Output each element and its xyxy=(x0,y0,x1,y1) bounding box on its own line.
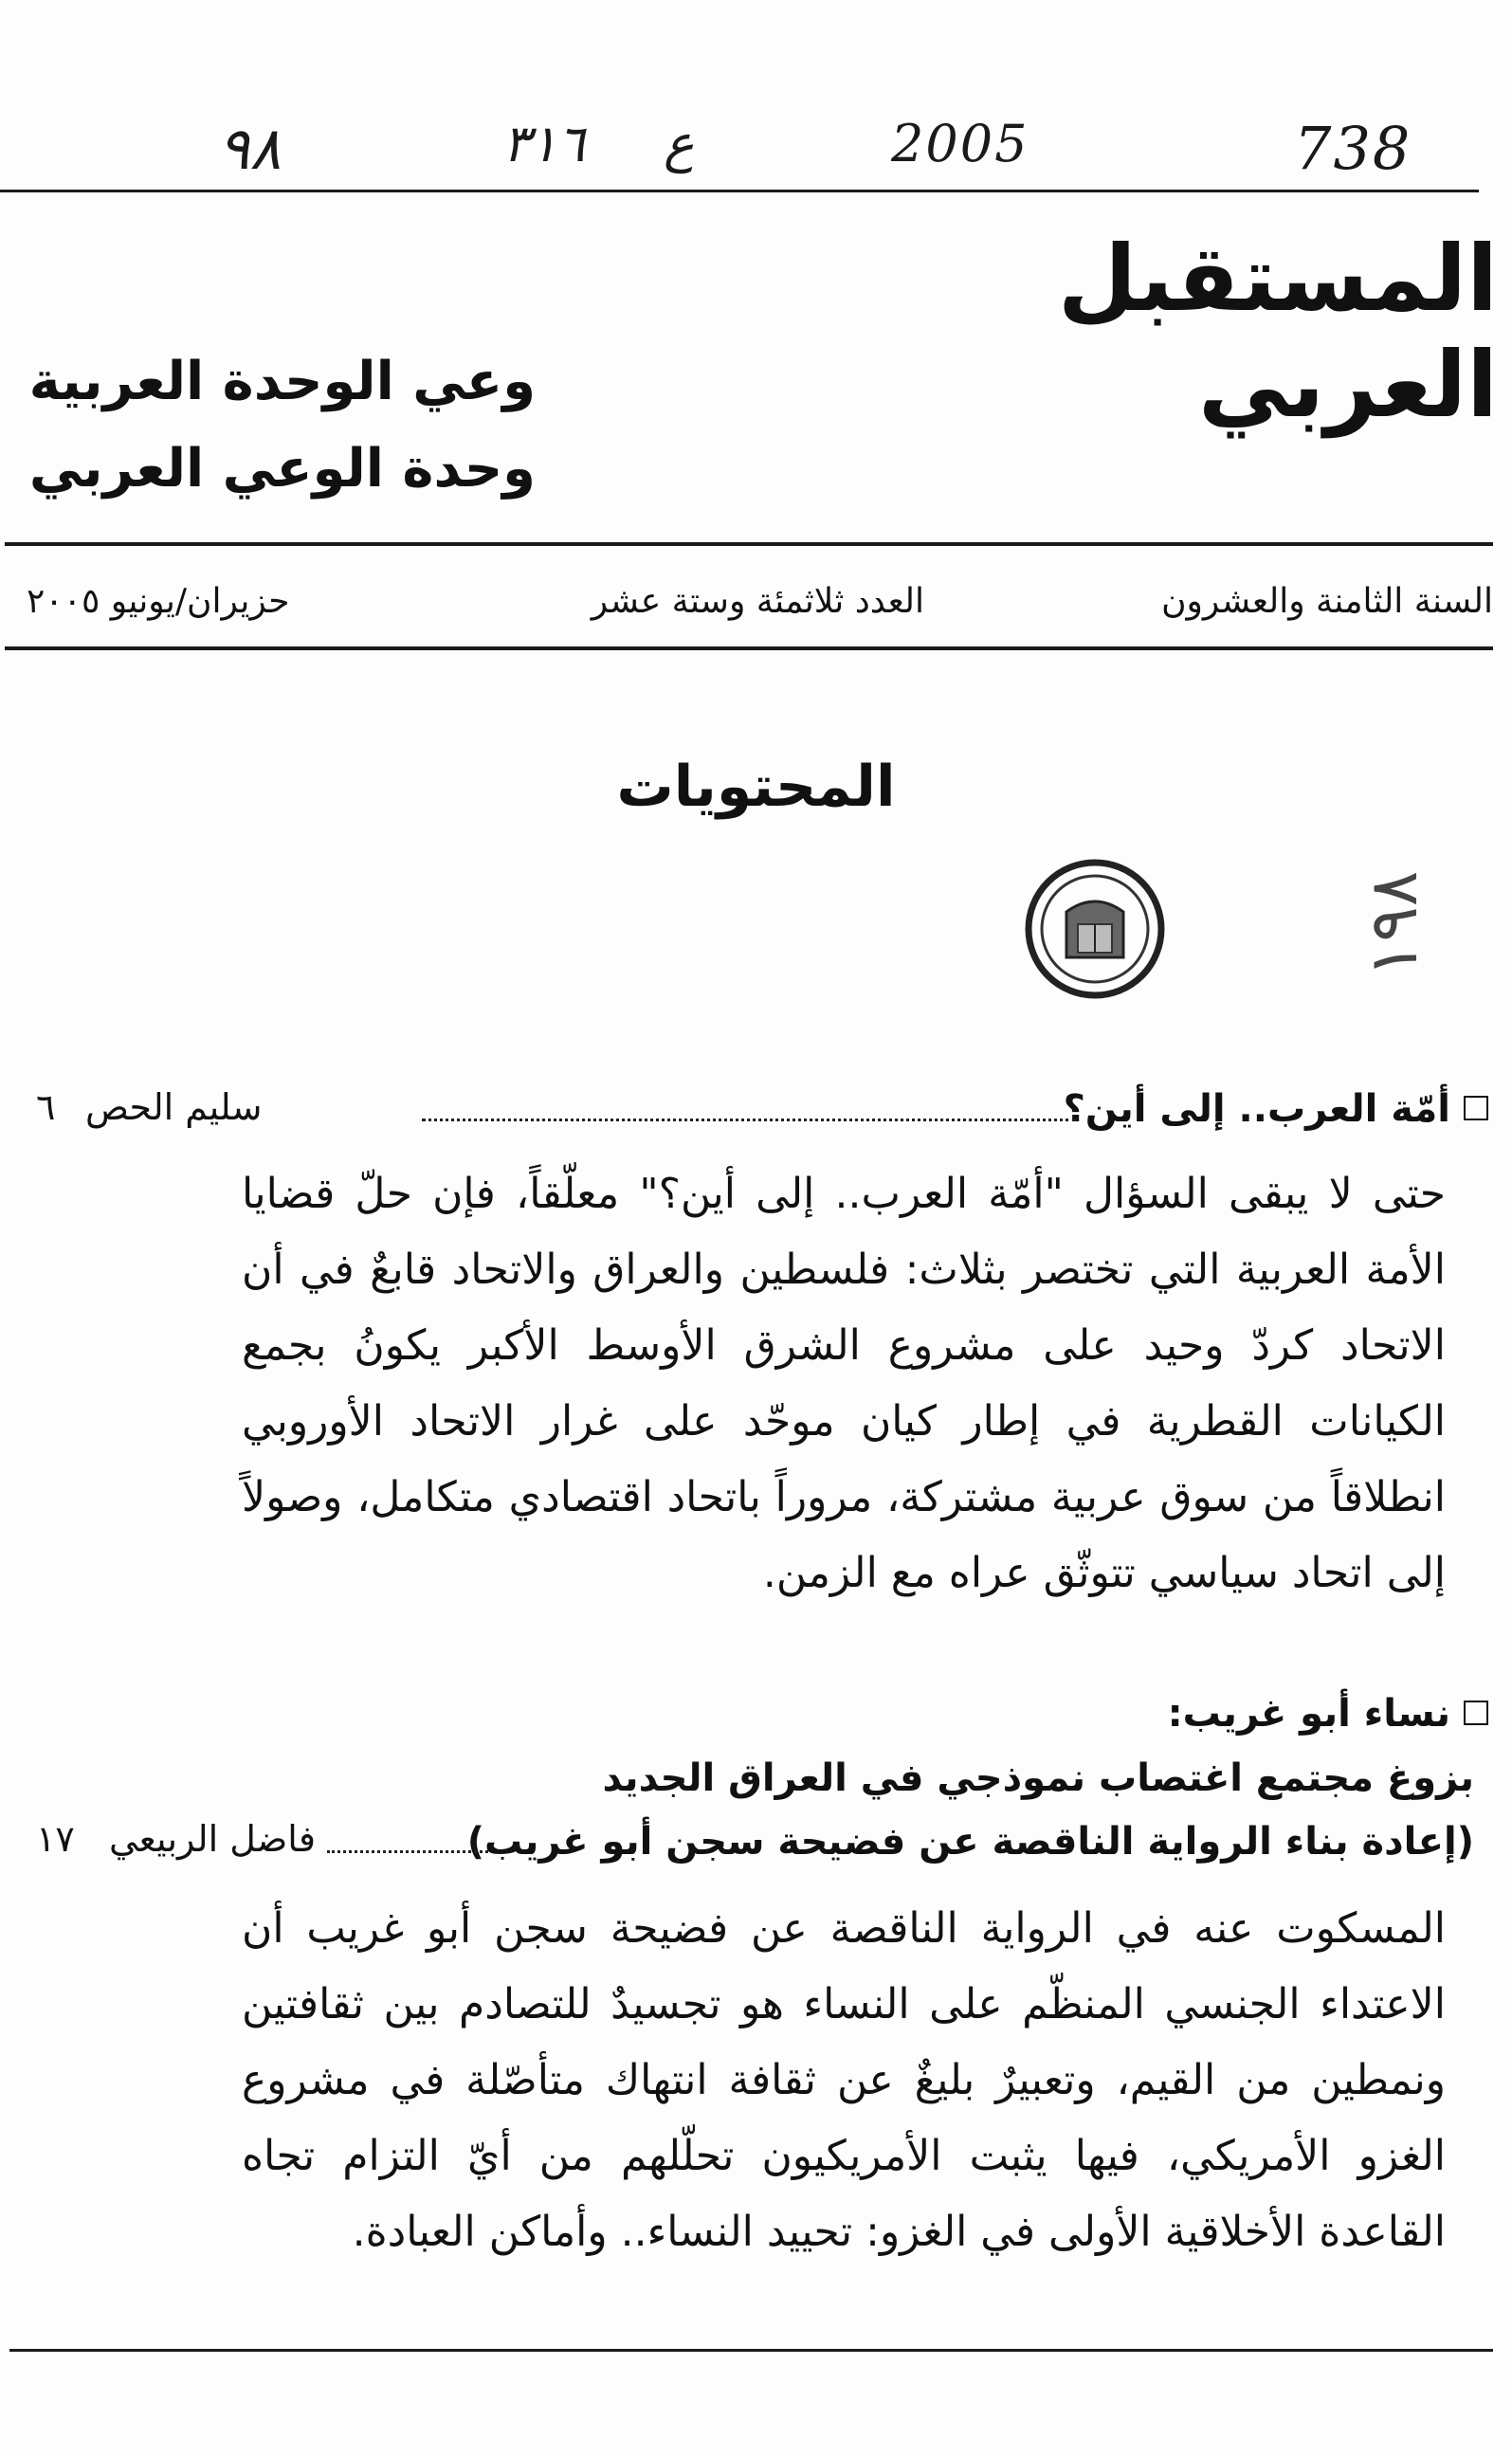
entry-2-title: نساء أبو غريب: xyxy=(1167,1692,1450,1736)
handwritten-year: 2005 xyxy=(891,114,1029,173)
issue-bar-rule xyxy=(5,646,1493,650)
entry-1-leader xyxy=(422,1081,1076,1137)
stamp-mark: ١٩٨ xyxy=(1355,870,1432,978)
handwritten-number: 738 xyxy=(1294,114,1412,183)
entry-2-page: ١٧ xyxy=(36,1818,75,1860)
entry-2-abstract: المسكوت عنه في الرواية الناقصة عن فضيحة سجن أبو غريب أن الاعتداء الجنسي المنظّم على النساء هو تجسيدٌ للتصادم بين ثقافتين ونمطين من القيم، وتعبيرٌ بليغٌ عن ثقافة انتهاك متأصّلة في مشروع الغزو الأمريكي، فيها يثبت الأمريكيون تحلّلهم من أيّ التزام تجاه القاعدة الأخلاقية الأولى في الغزو: تحييد النساء.. وأماكن العبادة. xyxy=(242,1904,1446,2256)
slogan-line-1: وعي الوحدة العربية xyxy=(28,351,536,412)
contents-title: المحتويات xyxy=(616,754,896,820)
entry-2-leader xyxy=(327,1812,488,1869)
entry-1-page: ٦ xyxy=(36,1086,56,1128)
bottom-rule xyxy=(9,2349,1493,2352)
entry-2-author: فاضل الربيعي xyxy=(109,1818,317,1860)
entry-2-subtitle-1: بزوغ مجتمع اغتصاب نموذجي في العراق الجديد xyxy=(602,1756,1474,1800)
issue-number: العدد ثلاثمئة وستة عشر xyxy=(591,582,924,621)
entry-1-author: سليم الحص xyxy=(85,1086,263,1128)
handwritten-code-a: ٩٨ xyxy=(218,114,282,183)
magazine-logo: المستقبل العربي xyxy=(1057,226,1498,438)
entry-1-dots xyxy=(422,1088,1076,1121)
checkbox-square-icon xyxy=(1464,1096,1488,1120)
handwritten-code-c: ع xyxy=(664,114,695,173)
slogan-line-2: وحدة الوعي العربي xyxy=(28,438,536,500)
handwritten-code-b: ٣١٦ xyxy=(502,114,586,173)
entry-2-heading xyxy=(24,1685,1488,1742)
entry-2-dots xyxy=(327,1820,488,1853)
issue-date: حزيران/يونيو ٢٠٠٥ xyxy=(27,582,290,621)
top-rule xyxy=(0,190,1479,192)
masthead-rule xyxy=(5,542,1493,546)
entry-2-subtitle-2: (إعادة بناء الرواية الناقصة عن فضيحة سجن أبو غريب) xyxy=(466,1820,1474,1864)
library-stamp-icon xyxy=(1019,853,1171,1005)
checkbox-square-icon xyxy=(1464,1701,1488,1725)
entry-1-abstract: حتى لا يبقى السؤال "أمّة العرب.. إلى أين؟" معلّقاً، فإن حلّ قضايا الأمة العربية التي تختصر بثلاث: فلسطين والعراق والاتحاد قابعٌ في أن الاتحاد كردّ وحيد على مشروع الشرق الأوسط الأكبر يكونُ بجمع الكيانات القطرية في إطار كيان موحّد على غرار الاتحاد الأوروبي انطلاقاً من سوق عربية مشتركة، مروراً باتحاد اقتصادي متكامل، وصولاً إلى اتحاد سياسي تتوثّق عراه مع الزمن. xyxy=(242,1170,1446,1597)
entry-1-title: أمّة العرب.. إلى أين؟ xyxy=(1063,1087,1450,1131)
issue-year: السنة الثامنة والعشرون xyxy=(1161,582,1493,621)
